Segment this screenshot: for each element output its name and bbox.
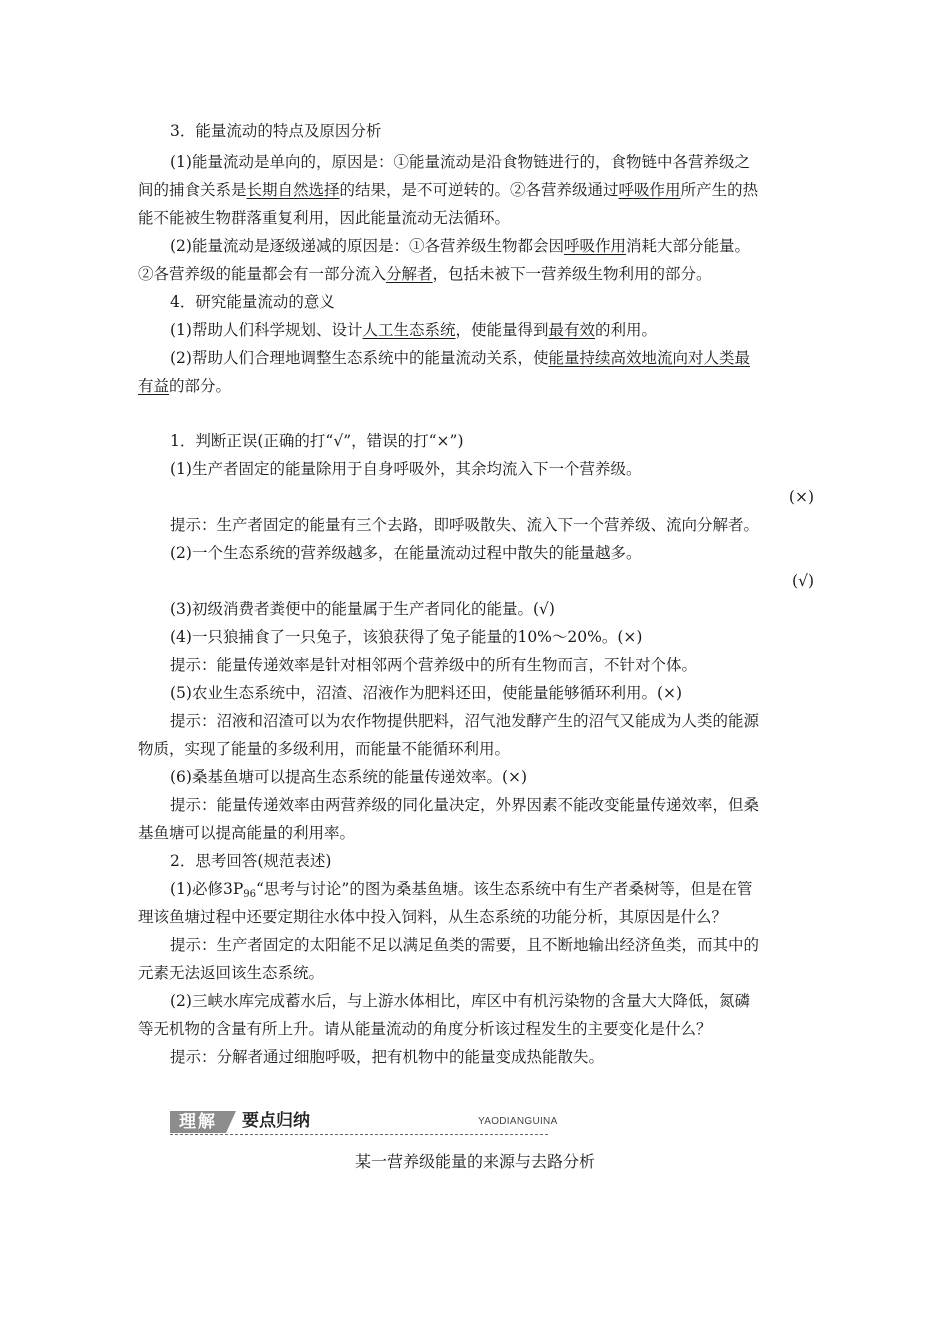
judge-q5-hint-line2: 物质，实现了能量的多级利用，而能量不能循环利用。: [138, 740, 511, 758]
section3-p2-line1: (2)能量流动是逐级递减的原因是：①各营养级生物都会因呼吸作用消耗大部分能量。: [170, 237, 750, 255]
judge-q5: (5)农业生态系统中，沼渣、沼液作为肥料还田，使能量能够循环利用。(×): [170, 684, 683, 702]
think-q2-line1: (2)三峡水库完成蓄水后，与上游水体相比，库区中有机污染物的含量大大降低，氮磷: [170, 992, 750, 1010]
judge-q4: (4)一只狼捕食了一只兔子，该狼获得了兔子能量的10%～20%。(×): [170, 628, 643, 646]
section4-p2-line2: 有益的部分。: [138, 377, 232, 395]
judge-q5-hint-line1: 提示：沼液和沼渣可以为农作物提供肥料，沼气池发酵产生的沼气又能成为人类的能源: [170, 712, 760, 730]
think-q1-hint-line1: 提示：生产者固定的太阳能不足以满足鱼类的需要，且不断地输出经济鱼类，而其中的: [170, 936, 760, 954]
section3-p1-line2: 间的捕食关系是长期自然选择的结果，是不可逆转的。②各营养级通过呼吸作用所产生的热: [138, 181, 759, 199]
section3-p1-line3: 能不能被生物群落重复利用，因此能量流动无法循环。: [138, 209, 511, 227]
judge-q3: (3)初级消费者粪便中的能量属于生产者同化的能量。(√): [170, 600, 555, 618]
section3-p1-line1: (1)能量流动是单向的，原因是：①能量流动是沿食物链进行的，食物链中各营养级之: [170, 153, 750, 171]
judge-q1-mark: (×): [788, 488, 814, 506]
answer-blank: 分解者: [386, 265, 433, 283]
answer-blank: 人工生态系统: [362, 321, 456, 339]
section4-heading: 4．研究能量流动的意义: [170, 293, 335, 311]
banner-tag: 理解: [170, 1111, 226, 1133]
banner-subtitle: YAODIANGUINA: [478, 1116, 558, 1127]
answer-blank: 呼吸作用: [618, 181, 681, 199]
banner-title: 要点归纳: [242, 1111, 310, 1131]
section3-p2-line2: ②各营养级的能量都会有一部分流入分解者，包括未被下一营养级生物利用的部分。: [138, 265, 712, 283]
think-q1-hint-line2: 元素无法返回该生态系统。: [138, 964, 325, 982]
section3-heading: 3．能量流动的特点及原因分析: [170, 122, 382, 140]
key-points-banner: [170, 1108, 558, 1134]
judge-heading: 1．判断正误(正确的打“√”，错误的打“×”): [170, 432, 464, 450]
banner-tag-notch: [226, 1111, 236, 1133]
banner-divider: [170, 1134, 548, 1135]
answer-blank: 呼吸作用: [563, 237, 626, 255]
section4-p2-line1: (2)帮助人们合理地调整生态系统中的能量流动关系，使能量持续高效地流向对人类最: [170, 349, 750, 367]
judge-q2: (2)一个生态系统的营养级越多，在能量流动过程中散失的能量越多。: [170, 544, 642, 562]
summary-title: 某一营养级能量的来源与去路分析: [354, 1152, 595, 1171]
think-heading: 2．思考回答(规范表述): [170, 852, 332, 870]
answer-blank: 有益: [138, 377, 170, 395]
think-q1-line2: 理该鱼塘过程中还要定期往水体中投入饲料，从生态系统的功能分析，其原因是什么？: [138, 908, 728, 926]
think-q2-hint: 提示：分解者通过细胞呼吸，把有机物中的能量变成热能散失。: [170, 1048, 605, 1066]
think-q1-line1: (1)必修$3P_{96}“$思考与讨论”的图为桑基鱼塘。该生态系统中有生产者桑树等，但是在管: [170, 880, 753, 900]
answer-blank: 长期自然选择: [246, 181, 340, 199]
answer-blank: 能量持续高效地流向对人类最: [548, 349, 750, 367]
judge-q1: (1)生产者固定的能量除用于自身呼吸外，其余均流入下一个营养级。: [170, 460, 642, 478]
judge-q6-hint-line1: 提示：能量传递效率由两营养级的同化量决定，外界因素不能改变能量传递效率，但桑: [170, 796, 760, 814]
judge-q4-hint: 提示：能量传递效率是针对相邻两个营养级中的所有生物而言，不针对个体。: [170, 656, 698, 674]
judge-q6-hint-line2: 基鱼塘可以提高能量的利用率。: [138, 824, 356, 842]
think-q2-line2: 等无机物的含量有所上升。请从能量流动的角度分析该过程发生的主要变化是什么？: [138, 1020, 712, 1038]
judge-q6: (6)桑基鱼塘可以提高生态系统的能量传递效率。(×): [170, 768, 528, 786]
judge-q2-mark: (√): [792, 572, 814, 590]
section4-p1: (1)帮助人们科学规划、设计人工生态系统，使能量得到最有效的利用。: [170, 321, 658, 339]
judge-q1-hint: 提示：生产者固定的能量有三个去路，即呼吸散失、流入下一个营养级、流向分解者。: [170, 516, 760, 534]
answer-blank: 最有效: [548, 321, 596, 339]
